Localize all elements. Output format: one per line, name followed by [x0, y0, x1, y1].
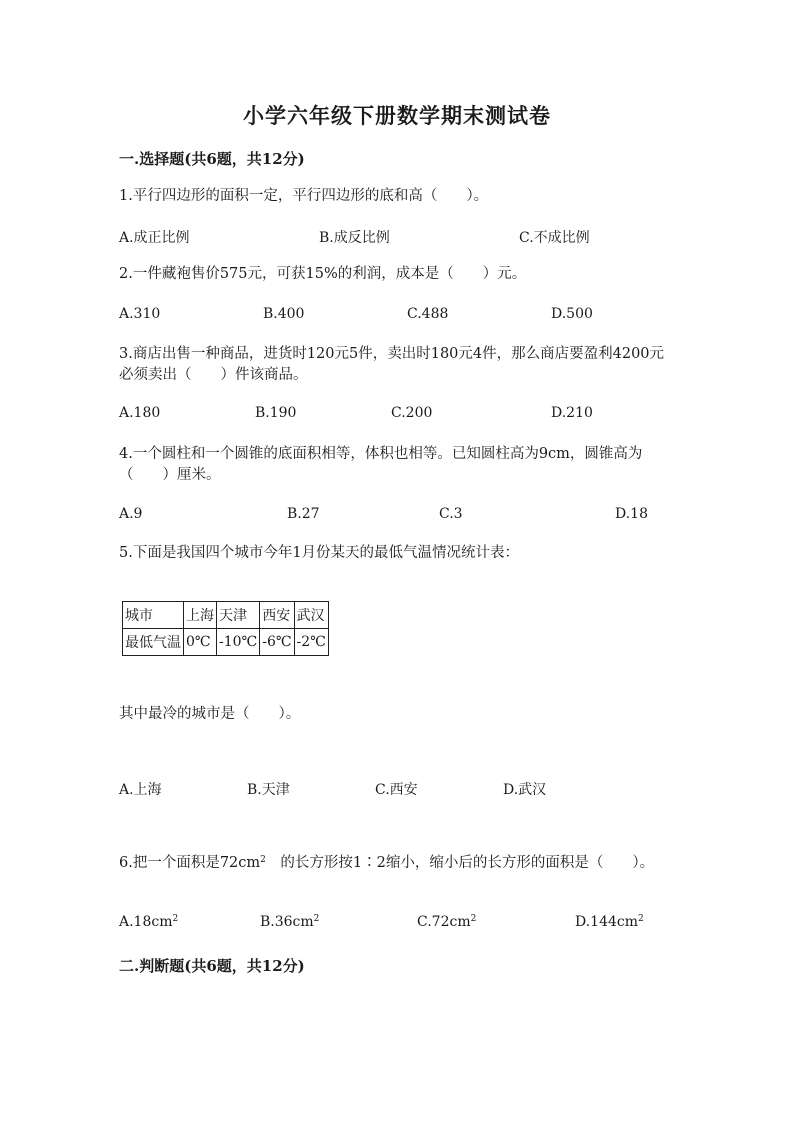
- table-cell: 武汉: [294, 602, 328, 629]
- question-3-text: 3.商店出售一种商品，进货时120元5件，卖出时180元4件，那么商店要盈利4200元必须卖出（ ）件该商品。: [119, 346, 665, 383]
- option-base: D.144cm: [575, 914, 639, 930]
- question-1-text: 1.平行四边形的面积一定，平行四边形的底和高（ ）。: [119, 188, 489, 204]
- question-5-option-d: D.武汉: [503, 782, 547, 798]
- question-6-text-after: 的长方形按1∶2缩小，缩小后的长方形的面积是（ ）。: [265, 855, 655, 871]
- question-2-text: 2.一件藏袍售价575元，可获15%的利润，成本是（ ）元。: [119, 266, 527, 282]
- table-cell: 最低气温: [123, 629, 184, 656]
- table-cell: -6℃: [260, 629, 294, 656]
- superscript: 2: [172, 914, 179, 924]
- table-cell: 0℃: [184, 629, 217, 656]
- section-heading-judgement: 二.判断题(共6题，共12分): [119, 957, 305, 975]
- question-4-option-d: D.18: [615, 506, 648, 522]
- question-3-option-a: A.180: [119, 405, 161, 421]
- option-base: C.72cm: [417, 914, 471, 930]
- superscript: 2: [260, 855, 266, 865]
- question-1-option-c: C.不成比例: [519, 230, 590, 246]
- question-5-text: 5.下面是我国四个城市今年1月份某天的最低气温情况统计表：: [119, 545, 520, 561]
- question-4-text: 4.一个圆柱和一个圆锥的底面积相等，体积也相等。已知圆柱高为9cm，圆锥高为（ ）厘米。: [119, 446, 643, 483]
- question-2-option-b: B.400: [263, 306, 305, 322]
- question-4-option-a: A.9: [119, 506, 143, 522]
- page-title: 小学六年级下册数学期末测试卷: [243, 103, 551, 128]
- question-2-option-d: D.500: [551, 306, 593, 322]
- question-1-option-a: A.成正比例: [119, 230, 190, 246]
- question-2-option-c: C.488: [407, 306, 449, 322]
- table-cell: 上海: [184, 602, 217, 629]
- question-6-option-c: [417, 914, 476, 930]
- superscript: 2: [470, 914, 477, 924]
- question-4-option-c: C.3: [439, 506, 463, 522]
- question-6-option-b: [260, 914, 319, 930]
- question-6-text: [119, 853, 675, 874]
- option-base: B.36cm: [260, 914, 314, 930]
- question-1-option-b: B.成反比例: [319, 230, 390, 246]
- table-row: [123, 629, 329, 656]
- section-heading-choice: 一.选择题(共6题，共12分): [119, 150, 305, 168]
- question-5-option-c: C.西安: [375, 782, 418, 798]
- superscript: 2: [638, 914, 644, 924]
- question-2-option-a: A.310: [119, 306, 161, 322]
- question-4-option-b: B.27: [287, 506, 320, 522]
- question-6-text-before: 6.把一个面积是72cm: [119, 855, 261, 871]
- question-3-option-c: C.200: [391, 405, 433, 421]
- question-5-prompt: 其中最冷的城市是（ ）。: [119, 706, 301, 722]
- table-cell: 城市: [123, 602, 184, 629]
- table-cell: 天津: [217, 602, 260, 629]
- table-cell: 西安: [260, 602, 294, 629]
- table-cell: -2℃: [294, 629, 328, 656]
- question-5-option-a: A.上海: [119, 782, 162, 798]
- superscript: 2: [313, 914, 320, 924]
- question-6-option-d: [575, 914, 644, 930]
- temperature-table: [122, 601, 329, 656]
- option-base: A.18cm: [119, 914, 173, 930]
- question-5-option-b: B.天津: [247, 782, 290, 798]
- question-6-option-a: [119, 914, 178, 930]
- question-3-option-d: D.210: [551, 405, 593, 421]
- question-3-option-b: B.190: [255, 405, 297, 421]
- table-cell: -10℃: [217, 629, 260, 656]
- table-row: [123, 602, 329, 629]
